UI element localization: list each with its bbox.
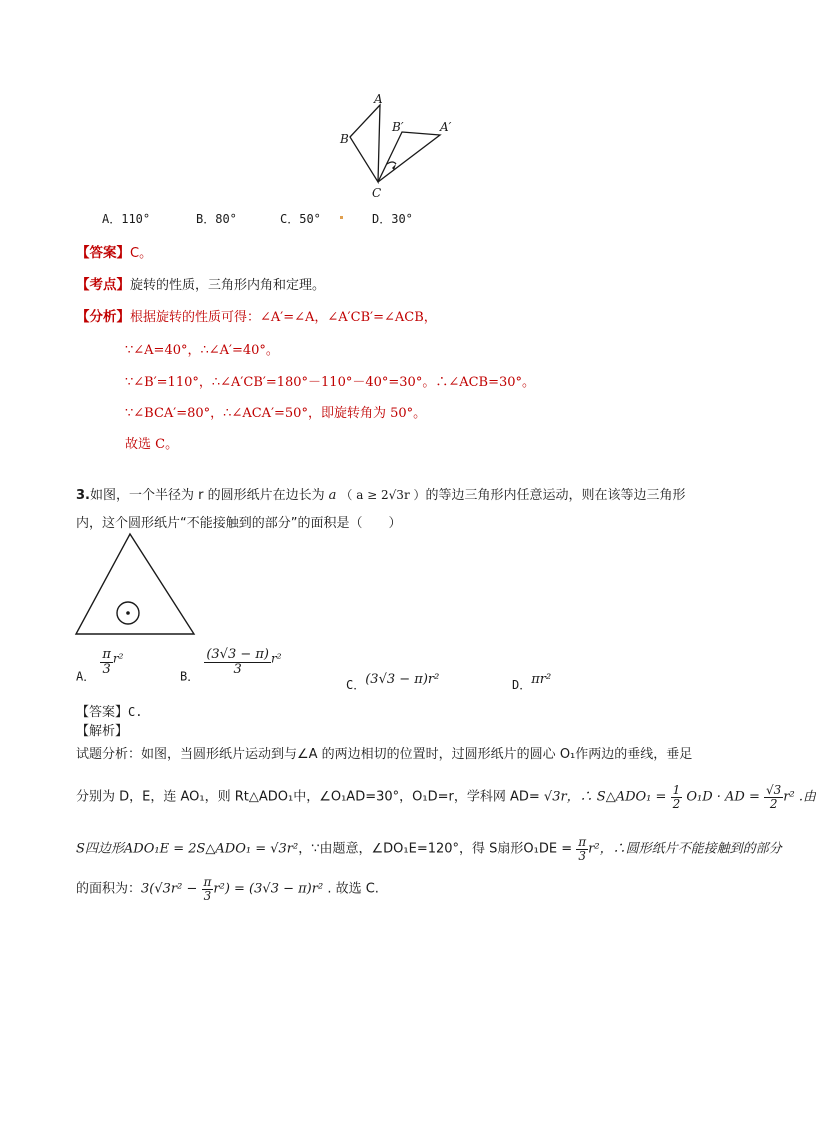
label-B-prime: B′ xyxy=(392,120,404,134)
q3-solution-line2: 分别为 D，E，连 AO₁，则 Rt△ADO₁中，∠O₁AD=30°，O₁D=r，学科网 AD= √3r，∴ S△ADO₁ = $\frac{1}{2}$ O₁D · AD = $\frac{√3}{2}$ r² .由 xyxy=(76,783,816,811)
stray-dot xyxy=(340,216,343,219)
q2-option-d: D．30° xyxy=(372,212,413,226)
q2-option-c: C．50° xyxy=(280,212,321,226)
q2-fenxi-line2: ∵∠A=40°，∴∠A′=40°。 xyxy=(125,343,279,358)
q2-fenxi-line5: 故选 C。 xyxy=(125,437,179,452)
q2-fenxi: 【分析】根据旋转的性质可得：∠A′=∠A，∠A′CB′=∠ACB， xyxy=(76,309,437,325)
equilateral-triangle xyxy=(76,534,194,634)
q3-answer: 【答案】C. xyxy=(76,705,143,720)
q2-fenxi-line4: ∵∠BCA′=80°，∴∠ACA′=50°，即旋转角为 50°。 xyxy=(125,406,427,421)
q3-option-d: $_{D.}$πr² xyxy=(512,672,552,692)
rotation-figure xyxy=(330,90,460,205)
q3-solution-line3: S四边形ADO₁E = 2S△ADO₁ = √3r²，∵由题意，∠DO₁E=120°，得 S扇形O₁DE = $\frac{\pi}{3}$ r²，∴圆形纸片不能接触到的部分 xyxy=(76,835,782,863)
triangle-abc-rotated xyxy=(378,132,440,182)
q2-option-b: B．80° xyxy=(196,212,237,226)
q3-jiexi-label: 【解析】 xyxy=(76,724,129,739)
q3-stem-line1: 3.如图，一个半径为 r 的圆形纸片在边长为 a （ a ≥ 2√3r ）的等边三角形内任意运动，则在该等边三角形 xyxy=(76,488,686,503)
q2-option-a: A．110° xyxy=(102,212,151,226)
q3-stem-line2: 内，这个圆形纸片“不能接触到的部分”的面积是（ ） xyxy=(76,516,402,531)
q2-fenxi-line3: ∵∠B′=110°，∴∠A′CB′=180°－110°－40°=30°。∴∠ACB=30°。 xyxy=(125,375,536,390)
equilateral-triangle-figure xyxy=(72,528,202,640)
label-B: B xyxy=(340,132,349,146)
label-A: A xyxy=(374,92,383,106)
q3-solution-line1: 试题分析：如图，当圆形纸片运动到与∠A 的两边相切的位置时，过圆形纸片的圆心 O₁作两边的垂线，垂足 xyxy=(76,747,693,762)
q3-option-a: $_{A.}$ $\frac{\pi}{3}$ $^{r^2}$ xyxy=(76,647,124,684)
q3-option-c: $_{C.}$(3√3 − π)r² xyxy=(346,672,440,692)
q2-answer: 【答案】C。 xyxy=(76,245,153,261)
triangle-abc xyxy=(350,105,380,182)
circle-center xyxy=(126,611,130,615)
q2-kaodian: 【考点】旋转的性质，三角形内角和定理。 xyxy=(76,277,326,293)
q3-solution-line4: 的面积为：3(√3r² − $\frac{\pi}{3}$ r²) = (3√3 − π)r² . 故选 C. xyxy=(76,875,379,903)
label-A-prime: A′ xyxy=(440,120,452,134)
rotation-angle-arc xyxy=(387,162,396,164)
q3-option-b: $_{B.}$ $\frac{(3√3 - \pi)}{3}$ $^{r^2}$ xyxy=(180,647,282,684)
label-C: C xyxy=(372,186,382,200)
